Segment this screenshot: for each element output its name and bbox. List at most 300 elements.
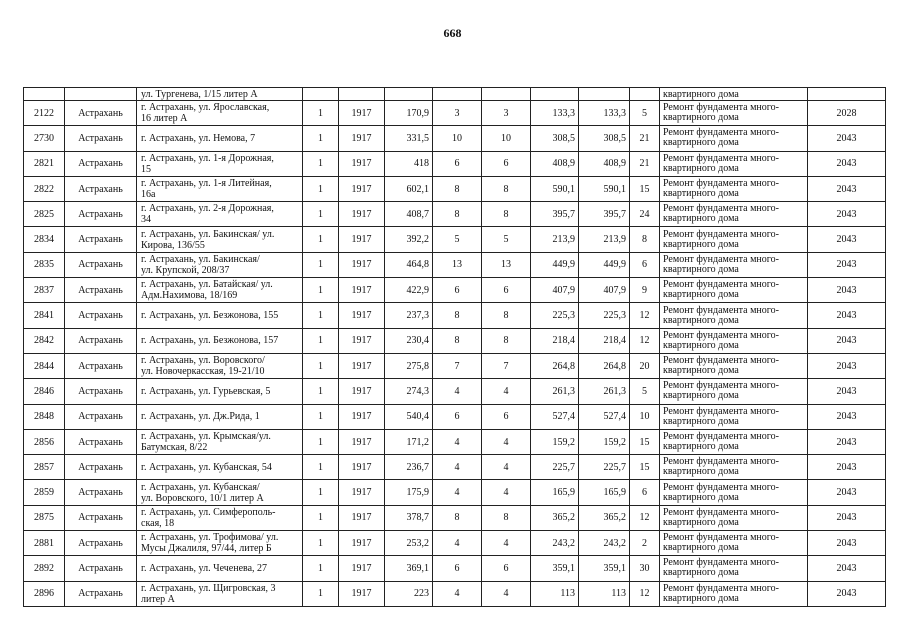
cell-n3: 12: [630, 581, 660, 606]
cell-year: 1917: [339, 379, 385, 404]
cell-address-line2: Адм.Нахимова, 18/169: [141, 290, 238, 302]
cell-year: 1917: [339, 151, 385, 176]
cell-city: Астрахань: [65, 252, 137, 277]
cell-n1: 6: [433, 151, 482, 176]
table-row: [24, 151, 886, 176]
cell-plan: 2043: [808, 328, 886, 353]
table-row: [24, 101, 886, 126]
cell-n2: 4: [482, 455, 531, 480]
cell-area: 602,1: [385, 176, 433, 201]
cell-address-line2: 16а: [141, 189, 156, 201]
cell-address: [137, 227, 303, 252]
cell-address-line2: 16 литер А: [141, 113, 188, 125]
cell-area: 230,4: [385, 328, 433, 353]
cell-a2: 359,1: [579, 556, 630, 581]
cell-n3: 30: [630, 556, 660, 581]
cell-address: [137, 151, 303, 176]
cell-city: Астрахань: [65, 581, 137, 606]
cell-year: 1917: [339, 531, 385, 556]
cell-area: 170,9: [385, 101, 433, 126]
cell-address: ул. Тургенева, 1/15 литер А: [137, 88, 303, 101]
cell-address-line1: г. Астрахань, ул. Крымская/ул.: [141, 431, 271, 442]
cell-address: [137, 328, 303, 353]
cell-c1: 1: [303, 581, 339, 606]
cell-a2: 590,1: [579, 176, 630, 201]
cell-address-line2: Кирова, 136/55: [141, 239, 205, 251]
cell-a1: 225,7: [531, 455, 579, 480]
cell-work-line2: квартирного дома: [663, 592, 739, 604]
cell-year: 1917: [339, 353, 385, 378]
cell-work-line1: Ремонт фундамента много-: [663, 506, 779, 518]
cell-n2: 3: [482, 101, 531, 126]
cell-address: [137, 379, 303, 404]
cell-a1: 408,9: [531, 151, 579, 176]
cell-n1: 8: [433, 202, 482, 227]
table-row: [24, 328, 886, 353]
cell-id: 2844: [24, 353, 65, 378]
cell-work-line2: квартирного дома: [663, 567, 739, 579]
cell-id: 2892: [24, 556, 65, 581]
cell-n3: 5: [630, 379, 660, 404]
cell-plan: 2043: [808, 353, 886, 378]
table-row: [24, 176, 886, 201]
cell-id: 2837: [24, 278, 65, 303]
cell-work-line1: Ремонт фундамента много-: [663, 304, 779, 316]
cell-work: [660, 151, 808, 176]
cell-work-line1: Ремонт фундамента много-: [663, 152, 779, 164]
cell-address-line1: г. Астрахань, ул. Трофимова/ ул.: [141, 532, 279, 544]
cell-year: 1917: [339, 176, 385, 201]
cell-address: [137, 202, 303, 227]
cell-c1: 1: [303, 151, 339, 176]
cell-n2: 4: [482, 429, 531, 454]
cell-work-line1: Ремонт фундамента много-: [663, 557, 779, 569]
cell-n3: 5: [630, 101, 660, 126]
cell-address: [137, 101, 303, 126]
cell-work-line1: Ремонт фундамента много-: [663, 102, 779, 114]
cell-work-line1: Ремонт фундамента много-: [663, 532, 779, 544]
cell-a1: 407,9: [531, 278, 579, 303]
cell-c1: 1: [303, 429, 339, 454]
cell-plan: 2043: [808, 278, 886, 303]
cell-plan: 2028: [808, 101, 886, 126]
cell-a2: 261,3: [579, 379, 630, 404]
cell-a2: [579, 88, 630, 101]
cell-id: 2857: [24, 455, 65, 480]
cell-plan: 2043: [808, 176, 886, 201]
cell-n3: 15: [630, 429, 660, 454]
cell-work-line2: квартирного дома: [663, 137, 739, 149]
cell-c1: 1: [303, 227, 339, 252]
cell-n3: 21: [630, 126, 660, 151]
cell-address-line1: г. Астрахань, ул. Чеченева, 27: [141, 562, 268, 574]
cell-city: Астрахань: [65, 151, 137, 176]
cell-a1: 225,3: [531, 303, 579, 328]
cell-work-line1: Ремонт фундамента много-: [663, 253, 779, 265]
cell-year: 1917: [339, 227, 385, 252]
cell-address: [137, 556, 303, 581]
cell-a2: 395,7: [579, 202, 630, 227]
cell-n3: 21: [630, 151, 660, 176]
cell-n1: 8: [433, 505, 482, 530]
cell-city: [65, 88, 137, 101]
cell-work: [660, 252, 808, 277]
cell-plan: 2043: [808, 455, 886, 480]
cell-n1: 4: [433, 581, 482, 606]
cell-c1: 1: [303, 176, 339, 201]
cell-id: 2122: [24, 101, 65, 126]
housing-repair-table: [23, 87, 886, 607]
table-row: [24, 480, 886, 505]
cell-address-line2: ская, 18: [141, 517, 175, 529]
cell-area: 275,8: [385, 353, 433, 378]
cell-work-line1: Ремонт фундамента много-: [663, 405, 779, 417]
cell-year: 1917: [339, 556, 385, 581]
cell-work-line2: квартирного дома: [663, 415, 739, 427]
cell-year: 1917: [339, 278, 385, 303]
cell-work-line2: квартирного дома: [663, 314, 739, 326]
cell-n2: 4: [482, 531, 531, 556]
cell-a1: 365,2: [531, 505, 579, 530]
cell-n2: 6: [482, 151, 531, 176]
cell-work-line1: Ремонт фундамента много-: [663, 127, 779, 139]
cell-n2: 8: [482, 505, 531, 530]
cell-a1: [531, 88, 579, 101]
cell-city: Астрахань: [65, 429, 137, 454]
cell-city: Астрахань: [65, 176, 137, 201]
cell-plan: 2043: [808, 429, 886, 454]
cell-n3: 20: [630, 353, 660, 378]
cell-address-line1: г. Астрахань, ул. Кубанская/: [141, 481, 260, 493]
cell-area: 422,9: [385, 278, 433, 303]
cell-a2: 113: [579, 581, 630, 606]
cell-n3: 6: [630, 480, 660, 505]
cell-address-line1: г. Астрахань, ул. Безжонова, 155: [141, 310, 279, 322]
cell-n3: 24: [630, 202, 660, 227]
cell-city: Астрахань: [65, 278, 137, 303]
cell-work: [660, 404, 808, 429]
cell-work: [660, 126, 808, 151]
cell-n2: 6: [482, 404, 531, 429]
cell-id: 2856: [24, 429, 65, 454]
cell-n1: 13: [433, 252, 482, 277]
cell-id: 2842: [24, 328, 65, 353]
cell-a2: 527,4: [579, 404, 630, 429]
cell-n2: 4: [482, 379, 531, 404]
cell-plan: 2043: [808, 126, 886, 151]
table-row: [24, 531, 886, 556]
cell-address-line1: г. Астрахань, ул. Безжонова, 157: [141, 335, 279, 347]
cell-c1: 1: [303, 202, 339, 227]
cell-address-line1: г. Астрахань, ул. Гурьевская, 5: [141, 385, 271, 397]
cell-address: [137, 353, 303, 378]
cell-work: [660, 429, 808, 454]
cell-a1: 133,3: [531, 101, 579, 126]
cell-work-line2: квартирного дома: [663, 441, 739, 452]
cell-plan: 2043: [808, 227, 886, 252]
cell-n1: 10: [433, 126, 482, 151]
cell-a1: 243,2: [531, 531, 579, 556]
cell-address: [137, 455, 303, 480]
cell-n3: 12: [630, 303, 660, 328]
cell-year: 1917: [339, 505, 385, 530]
cell-city: Астрахань: [65, 455, 137, 480]
cell-plan: [808, 88, 886, 101]
cell-address-line1: г. Астрахань, ул. Бакинская/: [141, 253, 260, 265]
table-row: [24, 581, 886, 606]
cell-plan: 2043: [808, 379, 886, 404]
table-row: [24, 353, 886, 378]
table-row: [24, 455, 886, 480]
cell-work: [660, 556, 808, 581]
cell-work: квартирного дома: [660, 88, 808, 101]
cell-c1: 1: [303, 531, 339, 556]
cell-id: 2848: [24, 404, 65, 429]
cell-work-line1: Ремонт фундамента много-: [663, 178, 779, 190]
table-body: [24, 88, 886, 607]
cell-work: [660, 101, 808, 126]
cell-address-line1: г. Астрахань, ул. Ярославская,: [141, 102, 270, 114]
cell-n1: 3: [433, 101, 482, 126]
table-row: [24, 227, 886, 252]
cell-area: 237,3: [385, 303, 433, 328]
cell-n1: 4: [433, 429, 482, 454]
cell-work: [660, 379, 808, 404]
cell-id: 2730: [24, 126, 65, 151]
cell-id: 2875: [24, 505, 65, 530]
cell-plan: 2043: [808, 556, 886, 581]
cell-work: [660, 202, 808, 227]
cell-city: Астрахань: [65, 303, 137, 328]
cell-a1: 165,9: [531, 480, 579, 505]
table-row: [24, 379, 886, 404]
cell-n1: 4: [433, 379, 482, 404]
cell-address-line1: г. Астрахань, ул. Симферополь-: [141, 506, 276, 518]
cell-n2: 8: [482, 303, 531, 328]
cell-year: [339, 88, 385, 101]
cell-year: 1917: [339, 303, 385, 328]
cell-work-line1: Ремонт фундамента много-: [663, 582, 779, 594]
cell-work-line2: квартирного дома: [663, 213, 739, 225]
cell-work-line2: квартирного дома: [663, 339, 739, 351]
cell-n3: 9: [630, 278, 660, 303]
cell-id: 2835: [24, 252, 65, 277]
cell-id: 2822: [24, 176, 65, 201]
cell-plan: 2043: [808, 581, 886, 606]
cell-work: [660, 328, 808, 353]
cell-address-line1: г. Астрахань, ул. Немова, 7: [141, 132, 256, 144]
cell-a2: 225,3: [579, 303, 630, 328]
cell-work-line2: квартирного дома: [663, 188, 739, 200]
cell-area: 464,8: [385, 252, 433, 277]
cell-address-line1: г. Астрахань, ул. Дж.Рида, 1: [141, 411, 260, 423]
cell-c1: 1: [303, 126, 339, 151]
cell-address-line1: г. Астрахань, ул. 1-я Дорожная,: [141, 152, 274, 164]
cell-c1: 1: [303, 328, 339, 353]
cell-work: [660, 455, 808, 480]
cell-address-line2: 34: [141, 214, 151, 226]
cell-a1: 264,8: [531, 353, 579, 378]
cell-n2: [482, 88, 531, 101]
cell-n3: 8: [630, 227, 660, 252]
cell-address: [137, 278, 303, 303]
cell-work: [660, 176, 808, 201]
cell-work: [660, 581, 808, 606]
table-row: [24, 202, 886, 227]
cell-work-line2: квартирного дома: [663, 491, 739, 503]
cell-a2: 159,2: [579, 429, 630, 454]
cell-address-line1: г. Астрахань, ул. Бакинская/ ул.: [141, 228, 275, 240]
cell-n2: 4: [482, 581, 531, 606]
cell-plan: 2043: [808, 202, 886, 227]
table-row: [24, 126, 886, 151]
cell-n2: 8: [482, 202, 531, 227]
cell-address-line2: ул. Новочеркасская, 19-21/10: [141, 366, 265, 378]
cell-address-line1: г. Астрахань, ул. Воровского/: [141, 355, 265, 367]
cell-a1: 113: [531, 581, 579, 606]
cell-work-line2: квартирного дома: [663, 289, 739, 301]
cell-id: 2859: [24, 480, 65, 505]
cell-a1: 213,9: [531, 227, 579, 252]
cell-n2: 8: [482, 328, 531, 353]
cell-city: Астрахань: [65, 126, 137, 151]
cell-work-line1: Ремонт фундамента много-: [663, 456, 779, 468]
cell-city: Астрахань: [65, 202, 137, 227]
cell-n1: 7: [433, 353, 482, 378]
cell-a2: 365,2: [579, 505, 630, 530]
cell-area: 540,4: [385, 404, 433, 429]
cell-n3: 15: [630, 176, 660, 201]
cell-plan: 2043: [808, 303, 886, 328]
cell-c1: 1: [303, 252, 339, 277]
cell-a2: 264,8: [579, 353, 630, 378]
cell-area: 331,5: [385, 126, 433, 151]
cell-plan: 2043: [808, 505, 886, 530]
cell-c1: 1: [303, 303, 339, 328]
cell-a2: 408,9: [579, 151, 630, 176]
table-row: [24, 556, 886, 581]
cell-a2: 133,3: [579, 101, 630, 126]
cell-city: Астрахань: [65, 480, 137, 505]
cell-year: 1917: [339, 455, 385, 480]
cell-work-line1: Ремонт фундамента много-: [663, 279, 779, 291]
cell-work-line2: квартирного дома: [663, 542, 739, 554]
table-row-continued: [24, 88, 886, 101]
cell-a1: 395,7: [531, 202, 579, 227]
cell-work-line1: Ремонт фундамента много-: [663, 203, 779, 215]
cell-year: 1917: [339, 328, 385, 353]
cell-n1: 6: [433, 404, 482, 429]
cell-a2: 449,9: [579, 252, 630, 277]
cell-n3: 10: [630, 404, 660, 429]
cell-area: 236,7: [385, 455, 433, 480]
cell-work-line1: Ремонт фундамента много-: [663, 329, 779, 341]
cell-a1: 359,1: [531, 556, 579, 581]
cell-n1: 8: [433, 303, 482, 328]
cell-a1: 449,9: [531, 252, 579, 277]
cell-work-line2: квартирного дома: [663, 516, 739, 528]
cell-address-line2: ул. Воровского, 10/1 литер А: [141, 492, 264, 504]
cell-id: 2896: [24, 581, 65, 606]
cell-work-line1: Ремонт фундамента много-: [663, 355, 779, 367]
cell-city: Астрахань: [65, 531, 137, 556]
cell-area: 378,7: [385, 505, 433, 530]
cell-id: 2881: [24, 531, 65, 556]
cell-address-line2: 15: [141, 163, 151, 175]
cell-address-line1: г. Астрахань, ул. Кубанская, 54: [141, 461, 272, 473]
cell-n1: 4: [433, 480, 482, 505]
cell-id: 2846: [24, 379, 65, 404]
cell-plan: 2043: [808, 151, 886, 176]
cell-work-line2: квартирного дома: [663, 390, 739, 402]
cell-c1: 1: [303, 455, 339, 480]
cell-n1: 6: [433, 556, 482, 581]
cell-n1: 5: [433, 227, 482, 252]
cell-n1: 4: [433, 531, 482, 556]
cell-work: [660, 505, 808, 530]
cell-address-line2: ул. Крупской, 208/37: [141, 264, 230, 276]
cell-a2: 165,9: [579, 480, 630, 505]
cell-id: [24, 88, 65, 101]
cell-n3: [630, 88, 660, 101]
cell-year: 1917: [339, 581, 385, 606]
cell-a1: 159,2: [531, 429, 579, 454]
table-row: [24, 303, 886, 328]
cell-n1: 6: [433, 278, 482, 303]
cell-work-line1: Ремонт фундамента много-: [663, 481, 779, 493]
cell-c1: 1: [303, 480, 339, 505]
cell-work-line2: квартирного дома: [663, 263, 739, 275]
cell-address: [137, 126, 303, 151]
cell-city: Астрахань: [65, 328, 137, 353]
cell-address: [137, 252, 303, 277]
cell-city: Астрахань: [65, 101, 137, 126]
cell-area: 223: [385, 581, 433, 606]
cell-city: Астрахань: [65, 404, 137, 429]
cell-plan: 2043: [808, 404, 886, 429]
cell-n3: 12: [630, 328, 660, 353]
cell-plan: 2043: [808, 531, 886, 556]
table-row: [24, 278, 886, 303]
cell-work: [660, 531, 808, 556]
cell-address: [137, 303, 303, 328]
cell-n3: 2: [630, 531, 660, 556]
cell-c1: 1: [303, 278, 339, 303]
cell-address-line1: г. Астрахань, ул. Батайская/ ул.: [141, 279, 273, 291]
cell-work-line2: квартирного дома: [663, 238, 739, 250]
cell-a1: 527,4: [531, 404, 579, 429]
cell-address: [137, 531, 303, 556]
cell-work-line2: квартирного дома: [663, 466, 739, 478]
cell-address: [137, 176, 303, 201]
cell-c1: 1: [303, 556, 339, 581]
cell-address: [137, 505, 303, 530]
cell-address: [137, 404, 303, 429]
cell-id: 2841: [24, 303, 65, 328]
cell-a1: 261,3: [531, 379, 579, 404]
cell-year: 1917: [339, 429, 385, 454]
cell-id: 2834: [24, 227, 65, 252]
cell-work: [660, 480, 808, 505]
cell-plan: 2043: [808, 252, 886, 277]
cell-year: 1917: [339, 404, 385, 429]
cell-address-line2: Мусы Джалиля, 97/44, литер Б: [141, 543, 272, 555]
cell-address-line1: г. Астрахань, ул. Щигровская, 3: [141, 582, 276, 594]
cell-n2: 8: [482, 176, 531, 201]
cell-address-line2: литер А: [141, 593, 175, 605]
table-row: [24, 429, 886, 454]
cell-work-line1: Ремонт фундамента много-: [663, 431, 779, 442]
